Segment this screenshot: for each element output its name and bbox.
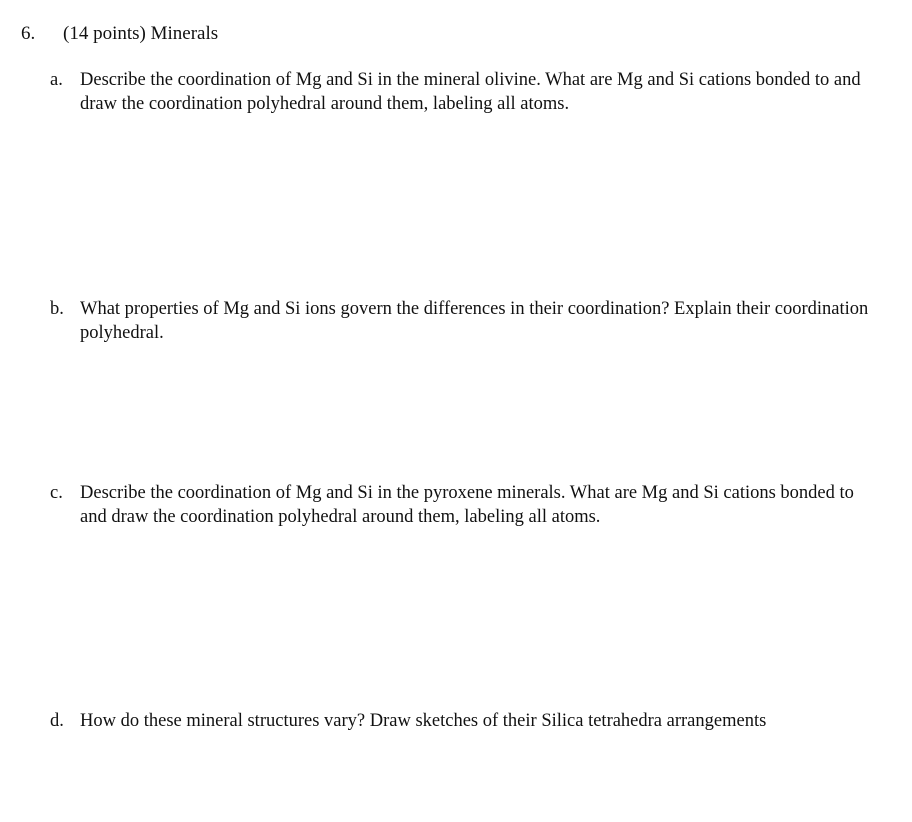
question-part-a <box>50 68 880 116</box>
part-text: Describe the coordination of Mg and Si in the pyroxene minerals. What are Mg and Si cations bonded to and draw the coordination polyhedral around them, labeling all atoms. <box>80 483 854 527</box>
question-header <box>21 22 218 46</box>
question-part-b <box>50 297 880 345</box>
question-number: 6. <box>21 23 36 44</box>
question-part-d <box>50 709 880 733</box>
part-letter: d. <box>50 711 64 731</box>
part-text: Describe the coordination of Mg and Si in the mineral olivine. What are Mg and Si cations bonded to and draw the coordination polyhedral around them, labeling all atoms. <box>80 70 861 114</box>
part-text: How do these mineral structures vary? Draw sketches of their Silica tetrahedra arrangements <box>80 711 767 731</box>
question-part-c <box>50 481 880 529</box>
part-letter: b. <box>50 299 64 319</box>
part-letter: c. <box>50 483 63 503</box>
question-title: (14 points) Minerals <box>63 23 219 44</box>
part-letter: a. <box>50 70 63 90</box>
part-text: What properties of Mg and Si ions govern the differences in their coordination? Explain their coordination polyhedral. <box>80 299 869 343</box>
